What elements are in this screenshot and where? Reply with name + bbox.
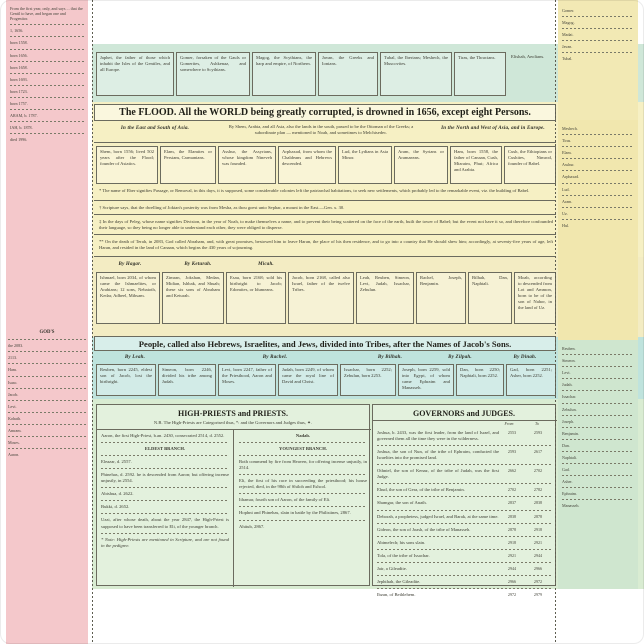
margin-leader: [10, 85, 84, 86]
header-text: By Dinah.: [513, 355, 537, 360]
row-leader: [239, 493, 367, 494]
cell-cush: [504, 146, 556, 184]
cell-levi: [218, 364, 276, 396]
margin-leader: [8, 351, 86, 352]
margin-leader: [10, 109, 84, 110]
governor-row-to: 2617: [533, 449, 543, 455]
tribes-header-zilpah: [430, 353, 490, 362]
governor-row-to: 2838: [533, 500, 543, 506]
left-margin-item: From the first year, only, and says ... that the Gentil to have, and began one and Progenitor.: [10, 6, 83, 22]
right-margin-name: Arphaxad.: [562, 174, 580, 180]
right-margin-name: Asher.: [562, 479, 573, 485]
cell-text: Elishah, Aeolians.: [511, 54, 545, 59]
genealogy-header-micah: [236, 260, 296, 270]
right-margin-name: Javan.: [562, 44, 573, 50]
cell-text: Reuben, born 2245, eldest son of Jacob, lost the birthright.: [100, 367, 152, 385]
row-leader: [101, 500, 229, 501]
panel-column-divider: [233, 429, 234, 587]
right-margin-name: Hul.: [562, 222, 570, 228]
governor-row-text: Deborah, a prophetess, judged Israel, and Barak, at the same time.: [377, 513, 499, 519]
row-leader: [377, 510, 551, 511]
margin-leader: [562, 52, 634, 53]
right-margin-name: Elam.: [562, 150, 572, 156]
right-margin-name: Reuben.: [562, 346, 576, 351]
margin-leader: [10, 97, 84, 98]
cell-dan: [456, 364, 504, 396]
right-margin-name: Asshur.: [562, 162, 575, 168]
cell-text: Cush, the Ethiopians or Cushites, Nimrod, founder of Babel.: [508, 149, 552, 167]
cell-bilhah: [468, 272, 512, 324]
header-text: In the East and South of Asia.: [120, 126, 190, 131]
cell-leah: [356, 272, 414, 324]
margin-leader: [562, 40, 634, 41]
right-margin-name: Lud.: [562, 186, 570, 192]
row-leader: [377, 549, 551, 550]
left-margin-item: Kohath.: [8, 415, 22, 421]
footnote-2: [96, 203, 556, 213]
priest-row-right: Both commend by fire from Heaven, for offering incense unjustly, in 2514.: [239, 459, 367, 471]
cell-ham: [450, 146, 502, 184]
governor-row-from: 2944: [507, 565, 517, 571]
cell-text: Shem, born 1556; lived 502 years after the Flood; founder of Asiatics.: [100, 149, 154, 167]
band-top: [0, 0, 644, 44]
cell-text: Rachel, Joseph, Benjamin.: [420, 275, 462, 287]
margin-leader: [8, 448, 86, 449]
left-margin-item: 2113.: [8, 355, 18, 361]
footnote-text: ‡ In the days of Peleg, whose name signifies Division, in the year of Noah, to make themselves a name, and to prevent their being scattered on the face of the earth, built the tower of Babel; but the event not have it so, and therefore confounded their language, so they being no longer able to understand each other, they were obliged to disperse.: [99, 219, 553, 231]
governor-row-to: 2593: [533, 430, 543, 435]
cell-rachel: [416, 272, 466, 324]
margin-leader: [562, 403, 634, 404]
margin-leader: [562, 390, 634, 391]
right-margin-column: [558, 0, 644, 644]
governor-row-from: 2553: [507, 430, 517, 435]
footnote-text: * The name of Eber signifies Passage, or Removal, in this days, it is supposed, some considerable colonies left the patriarchal habitations, to seek new settlements, which probably led to the remarkable event, viz. the building of Babel.: [99, 188, 530, 193]
row-leader: [377, 523, 551, 524]
row-leader: [377, 483, 551, 484]
priest-row-right: Ahitub, 2867.: [239, 523, 265, 529]
row-leader: [101, 487, 229, 488]
cell-moab: [514, 272, 556, 324]
margin-leader: [10, 36, 84, 37]
governor-row-text: Othniel, the son of Kenaz, of the tribe of Judah, was the first Judge.: [377, 468, 499, 480]
governor-row-from: 2921: [507, 552, 517, 558]
governor-row-text: Joshua, the son of Nun, of the tribe of Ephraim, conducted the Israelites into the promised land.: [377, 449, 499, 461]
right-margin-name: Issachar.: [562, 394, 577, 400]
divider: [97, 429, 371, 430]
governor-row-from: 2662: [507, 468, 517, 474]
header-text: By Zilpah.: [448, 355, 472, 360]
cell-japhet: [96, 52, 174, 96]
governor-row-from: 2837: [507, 500, 517, 506]
column-separator-right: [555, 0, 556, 644]
margin-leader: [562, 16, 634, 17]
governor-row-text: Jair, a Gileadite.: [377, 565, 407, 571]
governor-row-to: 2979: [533, 591, 543, 597]
cell-text: Javan, the Greeks and Ionians.: [322, 55, 374, 67]
cell-text: Lud, the Lydians in Asia Minor.: [342, 149, 388, 161]
cell-text: Jacob, born 2168, called also Israel, father of the twelve Tribes.: [292, 275, 350, 293]
margin-leader: [8, 339, 86, 340]
row-leader: [239, 506, 367, 507]
row-leader: [101, 513, 229, 514]
row-leader: [377, 445, 551, 446]
priest-row-left: Eleazar, d. 2557.: [101, 459, 132, 465]
row-leader: [377, 464, 551, 465]
cell-text: Judah, born 2249, of whom came the royal line of David and Christ.: [282, 367, 334, 385]
right-margin-name: Tiras.: [562, 138, 572, 144]
governor-row-to: 2944: [533, 552, 543, 558]
row-leader: [377, 588, 551, 589]
shem-header-left: [96, 124, 214, 135]
margin-leader: [562, 134, 634, 135]
cell-text: Dan, born 2250; Naphtali, born 2252.: [460, 367, 500, 379]
margin-leader: [562, 183, 634, 184]
right-margin-name: Manasseh.: [562, 503, 580, 509]
governor-row-text: Joshua, b. 2433, was the first leader, from the land of Israel, and governed them all the time they were in the wilderness.: [377, 430, 499, 442]
high-priests-subtitle: N.B. The High-Priests are Categorised thus, *: and the Governors and Judges thus, ✦.: [153, 420, 313, 425]
flood-banner: [94, 104, 556, 121]
priest-row-left: Abishua, d. 2622.: [101, 491, 134, 497]
governor-row-to: 2918: [533, 526, 543, 532]
cell-text: Leah, Reuben, Simeon, Levi, Judah, Issachar, Zebulun.: [360, 275, 410, 293]
cell-jacob: [288, 272, 354, 324]
cell-simeon: [158, 364, 216, 396]
row-leader: [239, 520, 367, 521]
priest-row-right: Ithamar, fourth son of Aaron, of the family of Eli.: [239, 497, 331, 503]
right-margin-block-4: [558, 589, 644, 644]
right-margin-name: Dan.: [562, 442, 570, 448]
margin-leader: [562, 366, 634, 367]
governor-row-text: Tola, of the tribe of Issachar.: [377, 552, 430, 558]
margin-leader: [562, 475, 634, 476]
left-margin-item: born 1723.: [10, 88, 28, 94]
right-margin-name: Ephraim.: [562, 491, 578, 497]
right-margin-name: Benjamin.: [562, 430, 579, 436]
margin-leader: [562, 28, 634, 29]
priest-row-right: YOUNGEST BRANCH.: [279, 446, 327, 452]
left-margin-item: born 1757.: [10, 100, 28, 106]
margin-leader: [10, 133, 84, 134]
margin-leader: [8, 424, 86, 425]
header-text: By Keturah.: [184, 262, 212, 267]
priest-footnote: * Note: High-Priests are mentioned in Scripture, and are not found in the pedigree.: [101, 536, 229, 548]
governor-row-from: 2702: [507, 487, 517, 493]
left-margin-heading: GOD'S: [39, 330, 55, 335]
left-margin-item: Aaron.: [8, 452, 20, 458]
governor-row-from: 2972: [507, 591, 517, 597]
governor-row-to: 2878: [533, 513, 543, 519]
header-text: By Hagar.: [118, 262, 142, 267]
margin-leader: [562, 463, 634, 464]
right-margin-name: Meshech.: [562, 126, 578, 131]
cell-text: Levi, born 2247, father of the Priesthood, Aaron and Moses.: [222, 367, 272, 385]
divider: [94, 256, 556, 257]
governor-row-to: 2921: [533, 539, 543, 545]
cell-text: Ham, born 1558, the father of Canaan, Cush, Mizraim, Phut; Africa and Arabia.: [454, 149, 498, 173]
priest-row-left: Aaron, the first High-Priest, b.an. 2430, consecrated 2514, d. 2552.: [101, 433, 225, 438]
divider: [94, 234, 556, 235]
row-leader: [239, 442, 367, 443]
footnote-4: [96, 237, 556, 253]
margin-leader: [562, 170, 634, 171]
cell-text: Gad, born 2251; Asher, born 2252.: [510, 367, 552, 379]
left-margin-item: ARAM, b. 1787.: [10, 113, 38, 119]
governors-title: GOVERNORS and JUDGES.: [412, 409, 516, 418]
cell-text: Magog, the Scythians, the harp and empire, of Northern.: [256, 55, 312, 67]
governors-col-from: From: [504, 421, 514, 426]
right-margin-name: Levi.: [562, 370, 571, 376]
margin-leader: [562, 354, 634, 355]
cell-text: Ishmael, born 2034, of whom came the Ishmaelites, or Arabians; 12 sons, Nebaioth, Kedar, Adbeel, Mibsam.: [100, 275, 156, 299]
cell-text: Esau, born 2168; sold his birthright to Jacob; Edomites, or Idumeans.: [230, 275, 282, 293]
left-margin-item: Jacob.: [8, 391, 19, 397]
cell-elam: [160, 146, 216, 184]
governor-row-text: Gideon, the son of Joash, of the tribe of Manasseh.: [377, 526, 471, 532]
high-priests-title: HIGH-PRIESTS and PRIESTS.: [177, 409, 289, 418]
margin-leader: [562, 499, 634, 500]
cell-shem: [96, 146, 158, 184]
divider: [94, 214, 556, 215]
priest-row-left: Phinehas, d. 2592. he is descended from Aaron; but offering incense unjustly, in 2554.: [101, 472, 229, 484]
right-margin-block-3: [558, 340, 638, 589]
peoples-banner: [94, 336, 556, 351]
cell-gad: [506, 364, 556, 396]
left-margin-item: born 1693.: [10, 76, 28, 82]
divider: [94, 142, 556, 143]
right-margin-name: Naphtali.: [562, 454, 578, 460]
right-margin-name: Judah.: [562, 382, 573, 388]
cell-text: Simeon, born 2246, divided his tribe among Judah.: [162, 367, 212, 385]
cell-arphaxad: [278, 146, 336, 184]
margin-leader: [562, 427, 634, 428]
genealogy-header-hagar: [100, 260, 160, 270]
margin-leader: [562, 439, 634, 440]
cell-keturah-sons: [162, 272, 224, 324]
row-leader: [239, 455, 367, 456]
header-text: Micah.: [258, 262, 274, 267]
left-margin-item: born 1658.: [10, 64, 28, 70]
cell-esau: [226, 272, 286, 324]
priest-row-left: Bukki, d. 2652.: [101, 504, 130, 510]
row-leader: [377, 575, 551, 576]
right-margin-name: Simeon.: [562, 358, 576, 364]
header-text: In the North and West of Asia, and in Europe.: [441, 126, 545, 131]
margin-leader: [10, 24, 84, 25]
governor-row-from: 2593: [507, 449, 517, 455]
row-leader: [239, 474, 367, 475]
governor-row-to: 2782: [533, 487, 543, 493]
left-margin-item: Isaac.: [8, 379, 18, 385]
cell-tiras: [454, 52, 506, 96]
left-margin-column: [0, 0, 92, 644]
governor-row-to: 2702: [533, 468, 543, 474]
margin-leader: [562, 451, 634, 452]
cell-gomer: [176, 52, 250, 96]
margin-leader: [562, 158, 634, 159]
margin-leader: [8, 376, 86, 377]
header-text: By Bilhah.: [377, 355, 403, 360]
high-priests-panel: [96, 404, 370, 586]
right-margin-name: Magog.: [562, 20, 575, 26]
cell-lud: [338, 146, 392, 184]
cell-tubal: [380, 52, 452, 96]
margin-leader: [8, 436, 86, 437]
cell-aram: [394, 146, 448, 184]
flood-banner-title: The FLOOD. All the WORLD being greatly corrupted, is drowned in 1656, except eight Persons.: [119, 107, 531, 118]
tribes-header-bilhah: [360, 353, 420, 362]
tribes-header-rachel: [240, 353, 310, 362]
left-margin-item: born 1558.: [10, 40, 28, 46]
right-margin-name: Gomer.: [562, 8, 575, 13]
governor-row-from: 2966: [507, 578, 517, 584]
column-separator-left: [92, 0, 93, 644]
governor-row-text: Ibzan, of Bethlehem.: [377, 591, 416, 597]
row-leader: [377, 536, 551, 537]
governors-panel: [372, 404, 556, 597]
divider: [94, 200, 556, 201]
cell-issachar: [340, 364, 396, 396]
margin-leader: [10, 121, 84, 122]
cell-text: Japhet, the father of those which inhabit the Isles of the Gentiles, and all Europe.: [100, 55, 170, 73]
cell-text: Joseph, born 2259, sold into Egypt, of whom came Ephraim and Manasseh.: [402, 367, 450, 391]
cell-elishah: [508, 52, 554, 96]
row-leader: [101, 442, 229, 443]
governor-row-text: Ehud, the son of Gera, of the tribe of Benjamin.: [377, 487, 465, 493]
cell-text: Aram, the Syrians or Aramaeans.: [398, 149, 444, 161]
right-margin-block-1: [558, 0, 638, 120]
priest-row-right: Hophni and Phinehas, slain in battle by the Philistines, 2867.: [239, 510, 351, 516]
cell-text: Bilhah, Dan, Naphtali.: [472, 275, 508, 287]
governor-row-from: 2918: [507, 539, 517, 545]
cell-text: Elam, the Elamites or Persians, Carmanians.: [164, 149, 212, 161]
row-leader: [377, 496, 551, 497]
row-leader: [101, 455, 229, 456]
margin-leader: [562, 219, 634, 220]
left-margin-item: IAH, b. 1878.: [10, 125, 33, 131]
left-margin-item: Amram.: [8, 428, 22, 433]
right-margin-name: Tubal.: [562, 56, 573, 62]
margin-leader: [562, 195, 634, 196]
right-margin-name: Aram.: [562, 198, 573, 204]
governor-row-from: 2878: [507, 526, 517, 532]
row-leader: [377, 562, 551, 563]
margin-leader: [8, 412, 86, 413]
footnote-1: [96, 186, 556, 199]
cell-asshur: [218, 146, 276, 184]
governor-row-text: Jephthah, the Gileadite.: [377, 578, 421, 584]
governor-row-text: Shamgar, the son of Anath.: [377, 500, 427, 506]
row-leader: [101, 533, 229, 534]
right-margin-name: Madai.: [562, 32, 574, 38]
tribes-header-leah: [100, 353, 170, 362]
cell-ishmael: [96, 272, 160, 324]
cell-magog: [252, 52, 316, 96]
left-margin-item: 1, 1656.: [10, 28, 24, 34]
cell-text: Arphaxad, from whom the Chaldeans and Hebrews descended.: [282, 149, 332, 167]
left-margin-item: Levi.: [8, 403, 17, 409]
cell-text: Tiras, the Thracians.: [458, 55, 496, 60]
right-margin-block-2: [558, 120, 638, 340]
margin-leader: [8, 363, 86, 364]
governor-row-to: 2966: [533, 565, 543, 571]
row-leader: [101, 468, 229, 469]
footnote-text: † Scripture says, that the dwelling of Joktan's posterity was from Mesha, as thou goest unto Sephar, a mount in the East.—Gen. x. 30.: [99, 205, 345, 210]
margin-leader: [562, 207, 634, 208]
priest-row-right: Nadab.: [295, 433, 311, 438]
left-margin-item: died 1996.: [10, 137, 28, 143]
header-text: By Rachel.: [262, 355, 288, 360]
shem-header-mid: [216, 122, 426, 142]
margin-leader: [8, 400, 86, 401]
governor-row-to: 2972: [533, 578, 543, 584]
margin-leader: [562, 415, 634, 416]
governors-col-to: To: [535, 421, 539, 426]
margin-leader: [10, 73, 84, 74]
cell-reuben: [96, 364, 156, 396]
header-text: By Shem, Arabia, and all Asia, also the lands in the south, passed to be the Ottoman of the Greeks; a subordinate plan — mentioned to Noah, and sometimes to Melchisedec.: [228, 124, 414, 136]
left-margin-item: born 1656.: [10, 52, 28, 58]
margin-leader: [562, 378, 634, 379]
tribes-header-dinah: [496, 353, 554, 362]
margin-leader: [562, 146, 634, 147]
left-margin-item: the 2083.: [8, 343, 24, 349]
genealogy-header-keturah: [168, 260, 228, 270]
right-margin-name: Zebulun.: [562, 406, 577, 412]
priest-row-left: ELDEST BRANCH.: [144, 446, 186, 452]
cell-text: Gomer, forsaken of the Gauls or Gomerites, Ashkenaz, and somewhere to Scythians.: [180, 55, 246, 73]
left-margin-inner: [6, 0, 88, 644]
left-margin-item: Moses.: [8, 440, 20, 446]
cell-text: Moab, according to descended from Lot and Ammon, born to be of the son of Nahor, in the land of Uz.: [518, 275, 552, 311]
cell-joseph: [398, 364, 454, 396]
margin-leader: [562, 487, 634, 488]
margin-leader: [8, 388, 86, 389]
margin-leader: [10, 61, 84, 62]
shem-header-right: [430, 124, 556, 135]
cell-text: Zimran, Jokshan, Medan, Midian, Ishbak, and Shuah; these six sons of Abraham and Keturah.: [166, 275, 220, 299]
cell-text: Asshur, the Assyrians, whose kingdom Nineveh was founded.: [222, 149, 272, 167]
cell-text: Tubal, the Iberians; Meshech, the Muscovites.: [384, 55, 448, 67]
cell-javan: [318, 52, 378, 96]
priest-row-left: Uzzi, after whose death, about the year 2847, the High-Priest is supposed to have been transferred to Eli, of the younger branch.: [101, 517, 229, 529]
footnote-3: [96, 217, 556, 233]
right-margin-name: Uz.: [562, 210, 568, 216]
governor-row-text: Abimelech; his sons slain.: [377, 539, 426, 545]
cell-judah: [278, 364, 338, 396]
left-margin-item: Ham.: [8, 367, 17, 373]
peoples-banner-title: People, called also Hebrews, Israelites, and Jews, divided into Tribes, after the Names of Jacob's Sons.: [138, 339, 512, 349]
governor-row-from: 2838: [507, 513, 517, 519]
margin-leader: [10, 49, 84, 50]
priest-row-right: Eli, the first of his race in succeeding the priesthood; his house rejected, died, in the 98th of Shiloh and Eshcol.: [239, 478, 367, 490]
right-margin-name: Joseph.: [562, 418, 575, 424]
footnote-text: ** On the death of Terah, in 2083, God called Abraham, and, with great promises, bestowed him to leave Haran, the place of his then residence, and to go into a country that He should shew him; accordingly, at seventy-five years of age, left Haran, and resided in the land of Canaan, which begins the 430 years of sojourning.: [99, 239, 553, 251]
cell-text: Issachar, born 2252; Zebulun, born 2253.: [344, 367, 392, 379]
header-text: By Leah.: [124, 355, 146, 360]
right-margin-name: Gad.: [562, 467, 570, 473]
